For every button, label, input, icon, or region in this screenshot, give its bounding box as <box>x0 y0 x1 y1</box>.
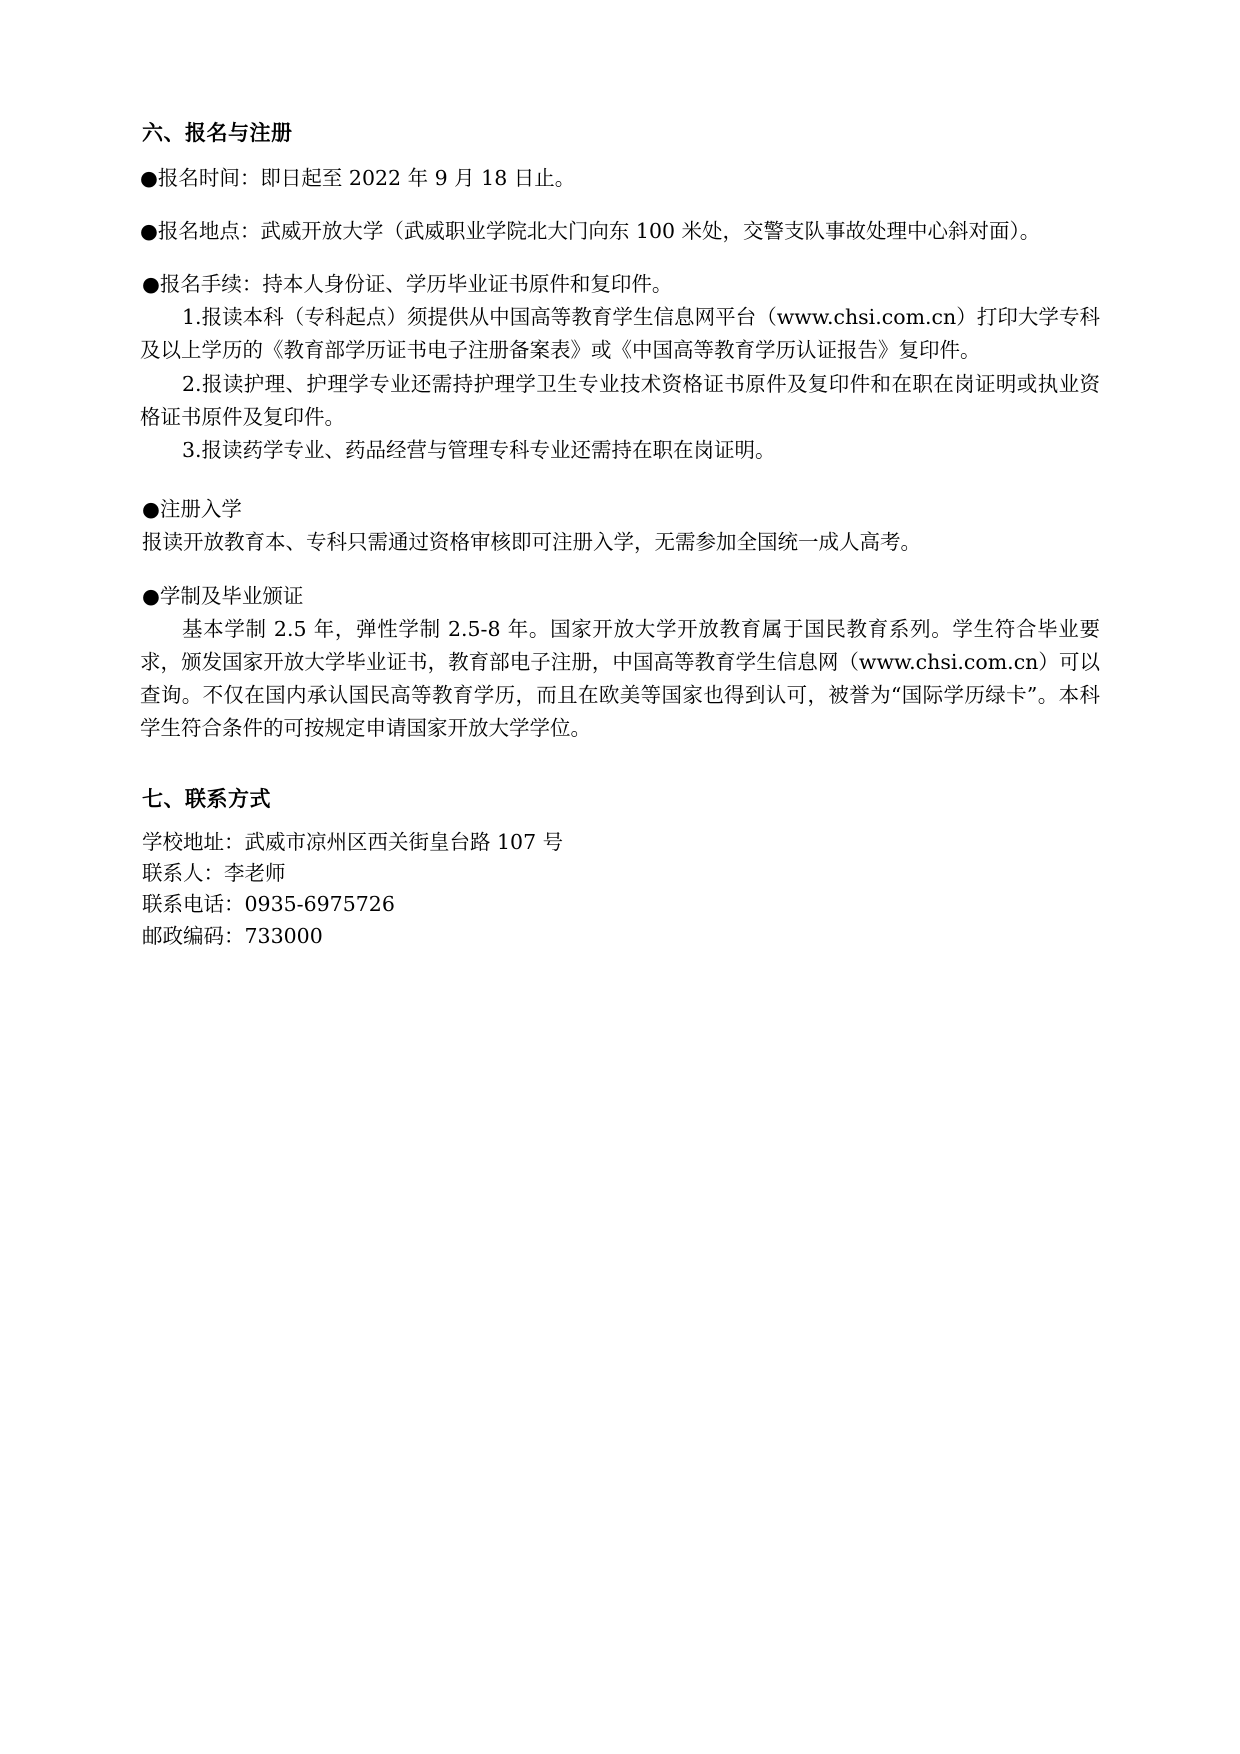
procedure-detail-2: 2.报读护理、护理学专业还需持护理学卫生专业技术资格证书原件及复印件和在职在岗证明或执业资格证书原件及复印件。 <box>140 371 1100 429</box>
contact-address: 学校地址：武威市凉州区西关街皇台路 107 号 <box>142 830 564 855</box>
registration-time-line: ●报名时间：即日起至 2022 年 9 月 18 日止。 <box>140 165 576 190</box>
section-heading-six: 六、报名与注册 <box>142 121 293 145</box>
spacer-2 <box>140 560 1100 580</box>
schooling-title: ●学制及毕业颁证 <box>142 583 304 608</box>
registration-procedure-block <box>140 268 1100 467</box>
section-heading-seven: 七、联系方式 <box>142 786 271 811</box>
registration-procedure-line: ●报名手续：持本人身份证、学历毕业证书原件和复印件。 <box>142 271 673 296</box>
schooling-body: 基本学制 2.5 年，弹性学制 2.5-8 年。国家开放大学开放教育属于国民教育系列。学生符合毕业要求，颁发国家开放大学毕业证书，教育部电子注册，中国高等教育学生信息网（www.chsi.com.cn）可以查询。不仅在国内承认国民高等教育学历，而且在欧美等国家也得到认可，被誉为“国际学历绿卡”。本科学生符合条件的可按规定申请国家开放大学学位。 <box>140 616 1100 741</box>
enrollment-title: ●注册入学 <box>142 497 242 522</box>
contact-phone: 联系电话：0935-6975726 <box>142 892 395 917</box>
registration-place-line: ●报名地点：武威开放大学（武威职业学院北大门向东 100 米处，交警支队事故处理中心斜对面）。 <box>140 218 1041 243</box>
schooling-block <box>140 580 1100 746</box>
enrollment-body: 报读开放教育本、专科只需通过资格审核即可注册入学，无需参加全国统一成人高考。 <box>142 530 921 555</box>
contact-person: 联系人：李老师 <box>142 861 286 886</box>
enrollment-block <box>140 493 1100 559</box>
spacer-1 <box>140 467 1100 493</box>
document-body <box>140 118 1100 952</box>
procedure-detail-1: 1.报读本科（专科起点）须提供从中国高等教育学生信息网平台（www.chsi.com.cn）打印大学专科及以上学历的《教育部学历证书电子注册备案表》或《中国高等教育学历认证报告》复印件。 <box>140 305 1100 363</box>
procedure-detail-3: 3.报读药学专业、药品经营与管理专科专业还需持在职在岗证明。 <box>182 437 776 462</box>
section-seven <box>140 784 1100 952</box>
contact-postcode: 邮政编码：733000 <box>142 923 323 948</box>
